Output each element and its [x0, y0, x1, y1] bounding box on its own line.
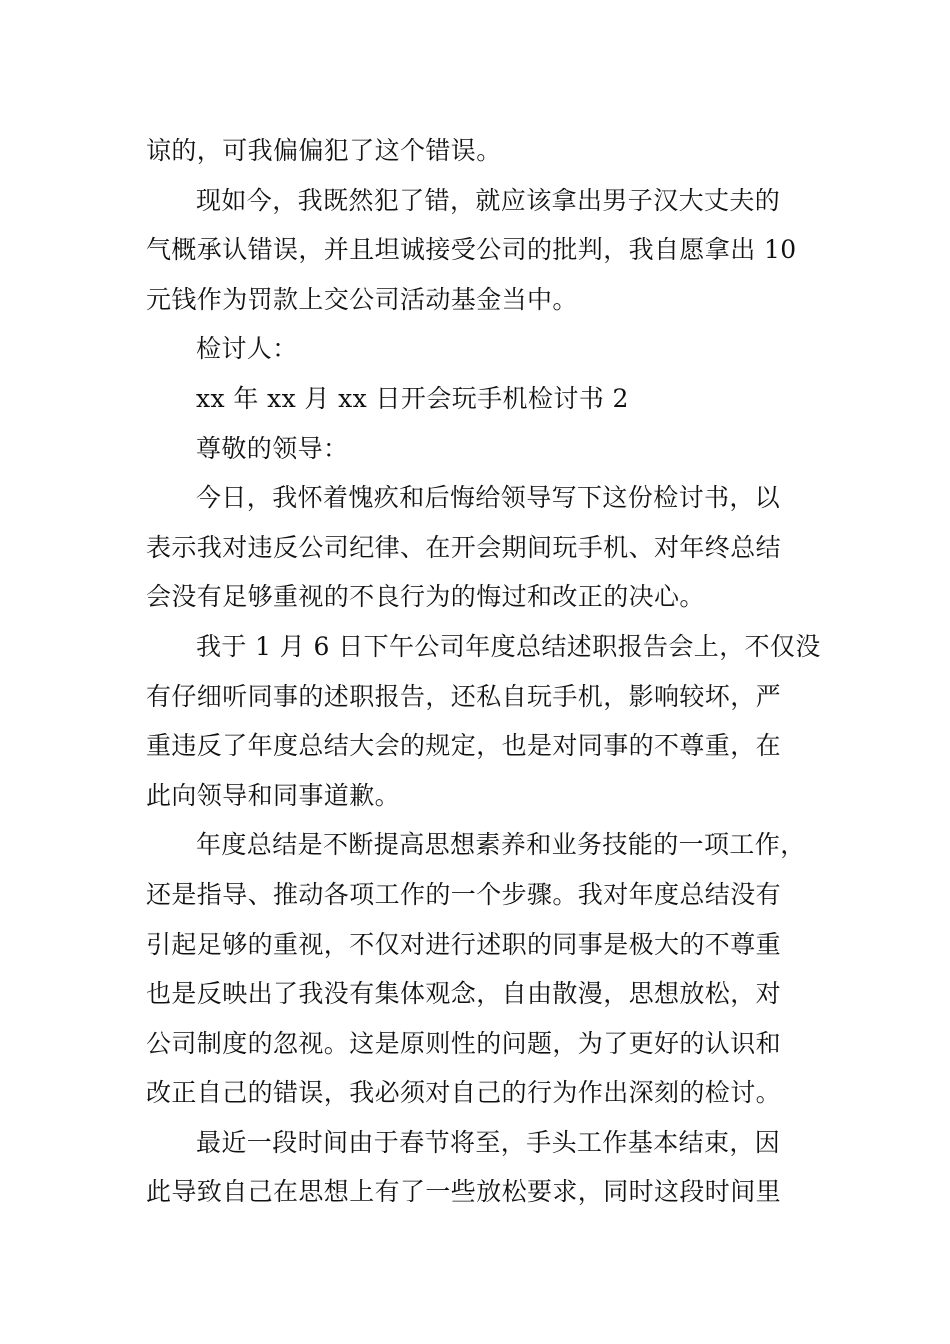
document-body — [146, 126, 826, 1217]
text-line: 最近一段时间由于春节将至，手头工作基本结束，因 — [196, 1127, 781, 1157]
text-line: 引起足够的重视，不仅对进行述职的同事是极大的不尊重 — [146, 929, 782, 959]
text-line: 还是指导、推动各项工作的一个步骤。我对年度总结没有 — [146, 879, 782, 909]
text-line: 谅的，可我偏偏犯了这个错误。 — [146, 136, 502, 165]
text-line: 元钱作为罚款上交公司活动基金当中。 — [146, 284, 578, 314]
text-line: 检讨人： — [196, 334, 298, 364]
text-line: 此导致自己在思想上有了一些放松要求，同时这段时间里 — [146, 1177, 782, 1207]
text-line: 今日，我怀着愧疚和后悔给领导写下这份检讨书，以 — [196, 483, 781, 513]
text-line: 改正自己的错误，我必须对自己的行为作出深刻的检讨。 — [146, 1078, 782, 1108]
text-line: 表示我对违反公司纪律、在开会期间玩手机、对年终总结 — [146, 532, 782, 562]
text-line: 也是反映出了我没有集体观念，自由散漫，思想放松，对 — [146, 979, 782, 1009]
text-line: 气概承认错误，并且坦诚接受公司的批判，我自愿拿出 10 — [146, 235, 797, 265]
text-line: 年度总结是不断提高思想素养和业务技能的一项工作， — [196, 830, 806, 860]
text-line: 公司制度的忽视。这是原则性的问题，为了更好的认识和 — [146, 1028, 782, 1058]
text-line: 现如今，我既然犯了错，就应该拿出男子汉大丈夫的 — [196, 185, 781, 215]
text-line: 有仔细听同事的述职报告，还私自玩手机，影响较坏，严 — [146, 681, 782, 711]
text-line: 我于 1 月 6 日下午公司年度总结述职报告会上，不仅没 — [196, 631, 821, 661]
text-line: 会没有足够重视的不良行为的悔过和改正的决心。 — [146, 582, 705, 612]
text-line: 重违反了年度总结大会的规定，也是对同事的不尊重，在 — [146, 731, 782, 761]
text-line: xx 年 xx 月 xx 日开会玩手机检讨书 2 — [196, 383, 629, 413]
text-line: 尊敬的领导： — [196, 433, 349, 463]
text-line: 此向领导和同事道歉。 — [146, 780, 401, 810]
